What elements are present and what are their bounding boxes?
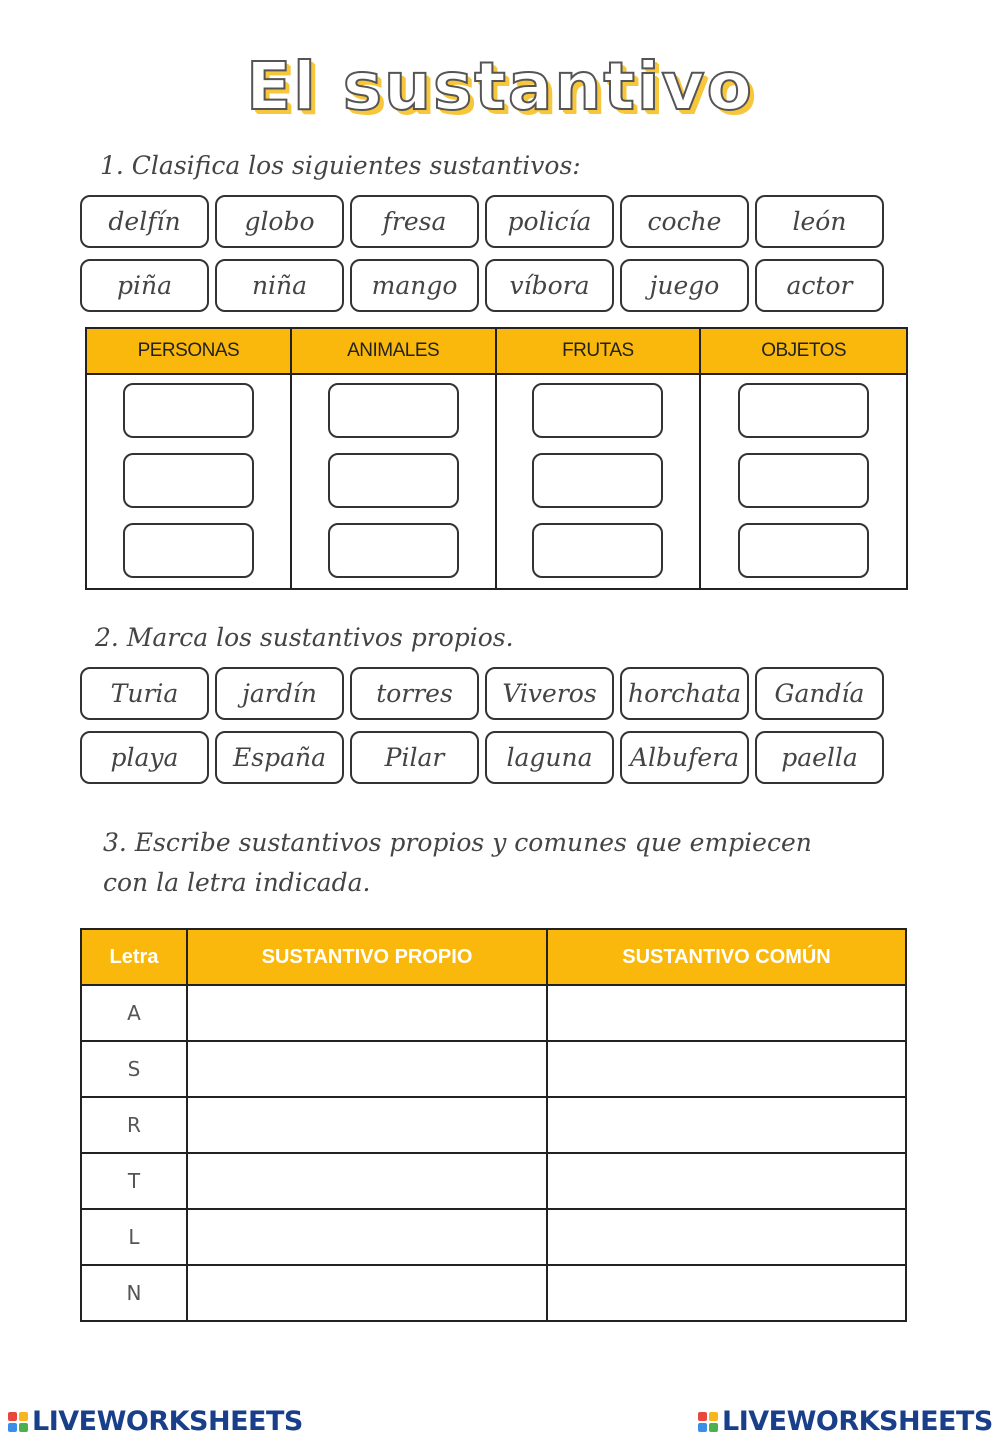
word-option[interactable]: Turia bbox=[80, 667, 209, 720]
section3-instruction-line1: 3. Escribe sustantivos propios y comunes que empiecen bbox=[103, 828, 812, 857]
word-row bbox=[80, 731, 908, 784]
category-header-animales: ANIMALES bbox=[292, 329, 497, 375]
brand-text: LIVEWORKSHEETS bbox=[722, 1406, 993, 1437]
drop-slot[interactable] bbox=[328, 453, 459, 508]
drop-column-objetos bbox=[701, 375, 906, 588]
liveworksheets-logo-icon bbox=[698, 1412, 718, 1432]
drop-slot[interactable] bbox=[123, 383, 254, 438]
table-row bbox=[81, 1041, 906, 1097]
letter-cell: L bbox=[81, 1209, 187, 1265]
word-card[interactable]: mango bbox=[350, 259, 479, 312]
drop-column-personas bbox=[87, 375, 292, 588]
table-row bbox=[81, 985, 906, 1041]
proper-noun-input[interactable] bbox=[187, 1153, 547, 1209]
table-row bbox=[81, 1153, 906, 1209]
word-option[interactable]: torres bbox=[350, 667, 479, 720]
section1-word-bank bbox=[80, 195, 908, 323]
section1-instruction: 1. Clasifica los siguientes sustantivos: bbox=[100, 151, 581, 180]
brand-text: LIVEWORKSHEETS bbox=[32, 1406, 303, 1437]
word-card[interactable]: víbora bbox=[485, 259, 614, 312]
letters-table bbox=[80, 928, 907, 1322]
drop-slot[interactable] bbox=[328, 383, 459, 438]
drop-column-animales bbox=[292, 375, 497, 588]
word-card[interactable]: globo bbox=[215, 195, 344, 248]
category-header-objetos: OBJETOS bbox=[701, 329, 906, 375]
word-option[interactable]: España bbox=[215, 731, 344, 784]
common-noun-input[interactable] bbox=[547, 985, 906, 1041]
word-row bbox=[80, 195, 908, 248]
table-row bbox=[81, 1097, 906, 1153]
drop-slot[interactable] bbox=[738, 523, 869, 578]
footer-brand-left bbox=[8, 1406, 303, 1437]
page-title: El sustantivo bbox=[246, 48, 754, 125]
classification-table bbox=[85, 327, 908, 590]
word-card[interactable]: coche bbox=[620, 195, 749, 248]
word-option[interactable]: jardín bbox=[215, 667, 344, 720]
table-row bbox=[81, 1265, 906, 1321]
common-noun-input[interactable] bbox=[547, 1041, 906, 1097]
common-noun-input[interactable] bbox=[547, 1209, 906, 1265]
word-option[interactable]: Gandía bbox=[755, 667, 884, 720]
word-card[interactable]: juego bbox=[620, 259, 749, 312]
proper-noun-input[interactable] bbox=[187, 1097, 547, 1153]
drop-slot[interactable] bbox=[123, 453, 254, 508]
letter-cell: A bbox=[81, 985, 187, 1041]
drop-slot[interactable] bbox=[532, 383, 663, 438]
proper-noun-input[interactable] bbox=[187, 1041, 547, 1097]
letter-cell: S bbox=[81, 1041, 187, 1097]
word-option[interactable]: Pilar bbox=[350, 731, 479, 784]
drop-slot[interactable] bbox=[738, 453, 869, 508]
drop-slot[interactable] bbox=[738, 383, 869, 438]
common-noun-input[interactable] bbox=[547, 1153, 906, 1209]
word-row bbox=[80, 259, 908, 312]
drop-slot[interactable] bbox=[532, 453, 663, 508]
letter-cell: T bbox=[81, 1153, 187, 1209]
word-card[interactable]: piña bbox=[80, 259, 209, 312]
word-option[interactable]: laguna bbox=[485, 731, 614, 784]
word-option[interactable]: playa bbox=[80, 731, 209, 784]
table-header-row bbox=[81, 929, 906, 985]
header-letra: Letra bbox=[81, 929, 187, 985]
word-card[interactable]: policía bbox=[485, 195, 614, 248]
word-option[interactable]: paella bbox=[755, 731, 884, 784]
letter-cell: R bbox=[81, 1097, 187, 1153]
liveworksheets-logo-icon bbox=[8, 1412, 28, 1432]
section3-instruction bbox=[103, 823, 812, 903]
word-card[interactable]: niña bbox=[215, 259, 344, 312]
word-option[interactable]: horchata bbox=[620, 667, 749, 720]
header-sustantivo-propio: SUSTANTIVO PROPIO bbox=[187, 929, 547, 985]
word-card[interactable]: actor bbox=[755, 259, 884, 312]
section3-instruction-line2: con la letra indicada. bbox=[103, 868, 371, 897]
section2-word-bank bbox=[80, 667, 908, 795]
word-option[interactable]: Viveros bbox=[485, 667, 614, 720]
common-noun-input[interactable] bbox=[547, 1097, 906, 1153]
proper-noun-input[interactable] bbox=[187, 985, 547, 1041]
table-row bbox=[81, 1209, 906, 1265]
drop-slot[interactable] bbox=[123, 523, 254, 578]
proper-noun-input[interactable] bbox=[187, 1209, 547, 1265]
word-option[interactable]: Albufera bbox=[620, 731, 749, 784]
drop-slot[interactable] bbox=[532, 523, 663, 578]
proper-noun-input[interactable] bbox=[187, 1265, 547, 1321]
footer-brand-right bbox=[698, 1406, 993, 1437]
section2-instruction: 2. Marca los sustantivos propios. bbox=[95, 623, 514, 652]
header-sustantivo-comun: SUSTANTIVO COMÚN bbox=[547, 929, 906, 985]
word-row bbox=[80, 667, 908, 720]
drop-column-frutas bbox=[497, 375, 702, 588]
drop-slot[interactable] bbox=[328, 523, 459, 578]
letter-cell: N bbox=[81, 1265, 187, 1321]
word-card[interactable]: delfín bbox=[80, 195, 209, 248]
category-header-personas: PERSONAS bbox=[87, 329, 292, 375]
category-header-frutas: FRUTAS bbox=[497, 329, 702, 375]
common-noun-input[interactable] bbox=[547, 1265, 906, 1321]
word-card[interactable]: fresa bbox=[350, 195, 479, 248]
word-card[interactable]: león bbox=[755, 195, 884, 248]
